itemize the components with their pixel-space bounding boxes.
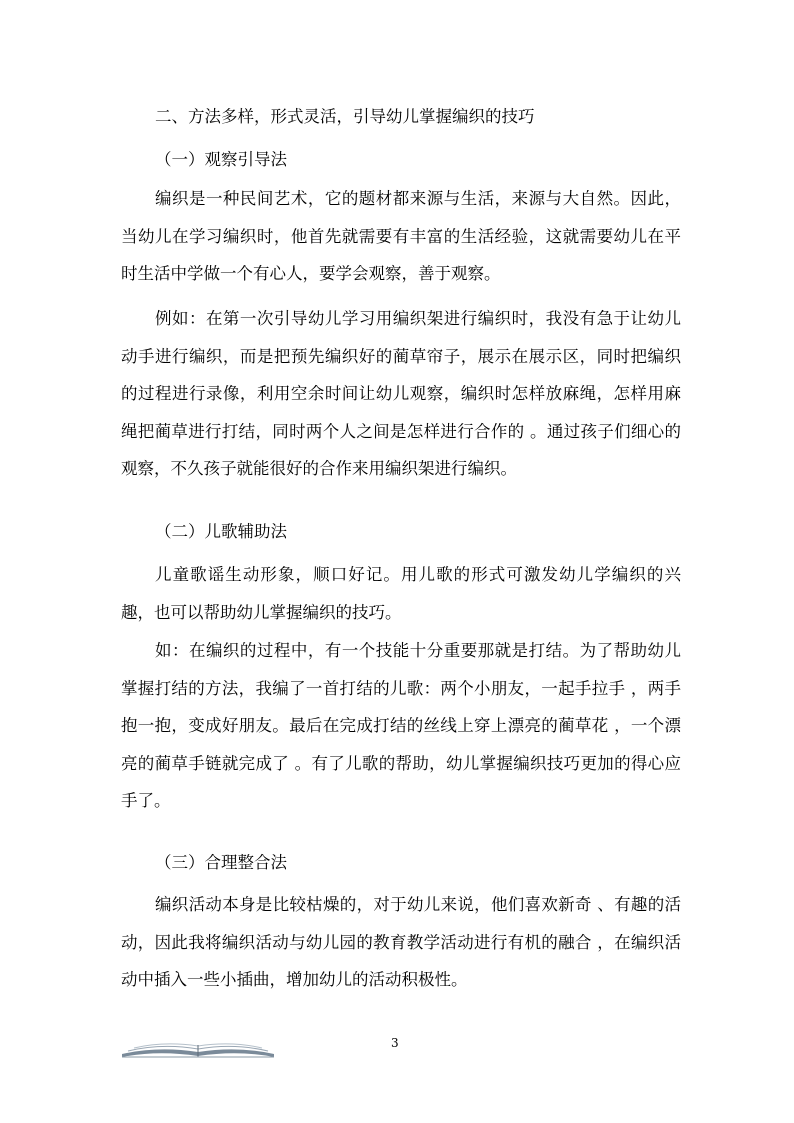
subsection-heading-3: （三）合理整合法 <box>155 853 287 872</box>
section-title: 二、方法多样，形式灵活，引导幼儿掌握编织的技巧 <box>155 107 535 126</box>
paragraph-3: 儿童歌谣生动形象，顺口好记。用儿歌的形式可激发幼儿学编织的兴趣，也可以帮助幼儿掌握编织的技巧。 <box>121 565 681 622</box>
paragraph-5: 编织活动本身是比较枯燥的，对于幼儿来说，他们喜欢新奇 、有趣的活动，因此我将编织活动与幼儿园的教育教学活动进行有机的融合 ，在编织活动中插入一些小插曲，增加幼儿的活动积极性。 <box>121 895 681 989</box>
paragraph-2: 例如：在第一次引导幼儿学习用编织架进行编织时，我没有急于让幼儿动手进行编织，而是把预先编织好的蔺草帘子，展示在展示区，同时把编织的过程进行录像，利用空余时间让幼儿观察，编织时怎样放麻绳，怎样用麻绳把蔺草进行打结，同时两个人之间是怎样进行合作的 。通过孩子们细心的观察，不久孩子就能很好的合作来用编织架进行编织。 <box>121 309 681 478</box>
subsection-heading-1: （一）观察引导法 <box>155 150 287 169</box>
subsection-heading-2: （二）儿歌辅助法 <box>155 522 287 541</box>
page-number: 3 <box>391 1036 399 1050</box>
paragraph-4: 如：在编织的过程中，有一个技能十分重要那就是打结。为了帮助幼儿掌握打结的方法，我编了一首打结的儿歌：两个小朋友，一起手拉手 ，两手抱一抱，变成好朋友。最后在完成打结的丝线上穿上漂亮的蔺草花 ，一个漂亮的蔺草手链就完成了 。有了儿歌的帮助，幼儿掌握编织技巧更加的得心应手了。 <box>121 641 681 810</box>
open-book-ornament-icon <box>118 1036 278 1060</box>
paragraph-1: 编织是一种民间艺术，它的题材都来源与生活，来源与大自然。因此，当幼儿在学习编织时，他首先就需要有丰富的生活经验，这就需要幼儿在平时生活中学做一个有心人，要学会观察，善于观察。 <box>121 189 681 283</box>
